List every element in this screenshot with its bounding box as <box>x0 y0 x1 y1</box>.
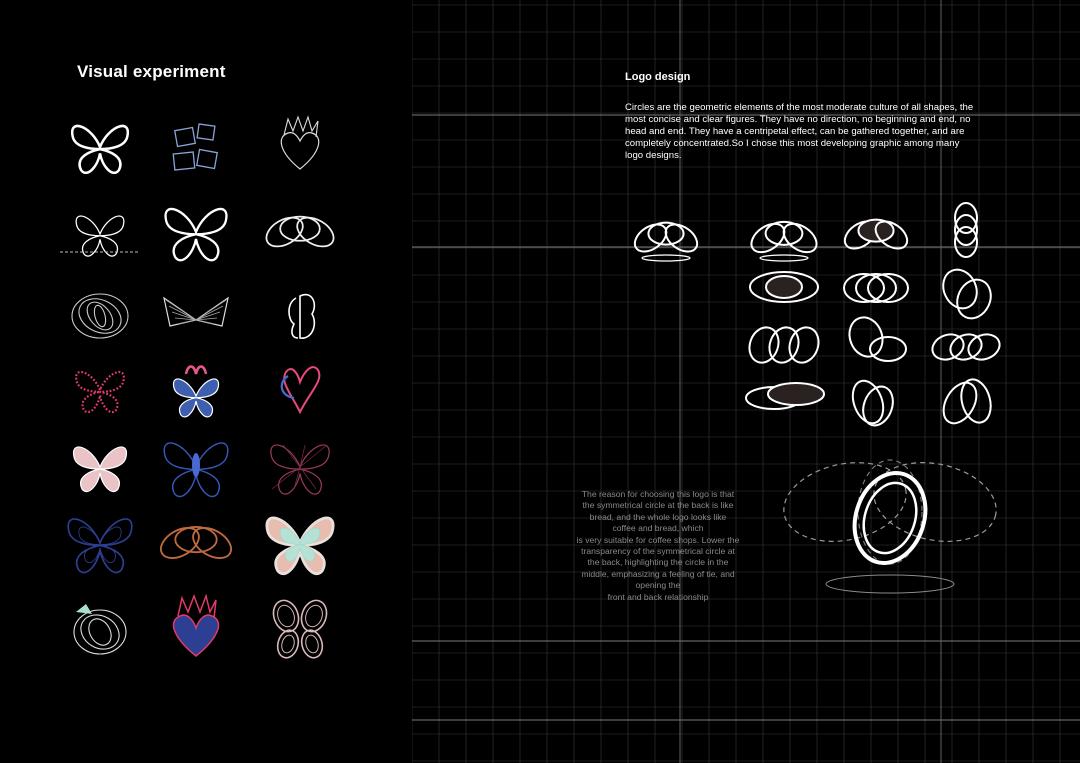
butterfly-solid-outline-icon <box>156 194 236 270</box>
reason-line: the symmetrical circle at the back is like <box>582 500 734 511</box>
reason-line: middle, emphasizing a feeling of tie, and <box>581 568 735 579</box>
reason-line: coffee and bread, which <box>612 523 704 534</box>
logo-design-title: Logo design <box>625 71 691 83</box>
logo-variant <box>630 219 702 261</box>
flame-heart-icon <box>156 592 236 668</box>
reason-line: front and back relationship <box>607 591 709 602</box>
logo-variant <box>745 323 824 366</box>
rose-icon <box>60 280 140 356</box>
pink-butterfly-icon <box>60 429 140 505</box>
reason-line: opening the <box>635 580 681 591</box>
ring-butterfly-icon <box>260 592 340 668</box>
butterfly-horizon-icon <box>60 194 140 270</box>
logo-variant <box>847 377 898 430</box>
dotted-butterfly-icon <box>60 352 140 428</box>
logo-variations <box>620 190 1020 440</box>
logo-variant <box>955 203 977 257</box>
logo-variant <box>750 272 818 302</box>
reason-line: transparency of the symmetrical circle at <box>581 546 735 557</box>
logo-variant <box>937 376 995 429</box>
reason-line: is very suitable for coffee shops. Lower the <box>576 534 740 545</box>
logo-variant <box>746 383 824 409</box>
butterfly-outline-icon <box>60 109 140 185</box>
reason-line: the back, highlighting the circle in the <box>587 557 729 568</box>
final-logo <box>770 450 1010 610</box>
logo-variant <box>844 274 908 302</box>
paper-butterfly-icon <box>156 109 236 185</box>
brown-loops-icon <box>156 505 236 581</box>
heart-flame-icon <box>260 109 340 185</box>
half-butterfly-icon <box>260 280 340 356</box>
logo-variant <box>929 330 1003 363</box>
reason-line: bread, and the whole logo looks like <box>589 511 727 522</box>
logo-variant <box>746 218 822 261</box>
blue-lace-butterfly-icon <box>60 505 140 581</box>
loops-icon <box>260 194 340 270</box>
logo-variant <box>840 216 912 254</box>
blue-heart-butterfly-icon <box>260 352 340 428</box>
rose-butterfly-icon <box>60 592 140 668</box>
page-title: Visual experiment <box>77 62 226 81</box>
logo-variant <box>844 313 906 362</box>
reason-text <box>560 489 756 603</box>
logo-description: Circles are the geometric elements of the most moderate culture of all shapes, the most concise and clear figures. They have no direction, no beginning and end, no head and end. They have a centripetal effect, can be gathered together, and are completely concentrated.So I chose this most developing graphic among many logo designs. <box>625 102 974 161</box>
dark-blue-fairy-icon <box>156 429 236 505</box>
pink-web-butterfly-icon <box>260 429 340 505</box>
web-wings-icon <box>156 280 236 356</box>
pink-blue-butterfly-icon <box>156 352 236 428</box>
logo-variant <box>937 264 997 324</box>
reason-line: The reason for choosing this logo is that <box>581 489 735 499</box>
mint-butterfly-icon <box>260 505 340 581</box>
